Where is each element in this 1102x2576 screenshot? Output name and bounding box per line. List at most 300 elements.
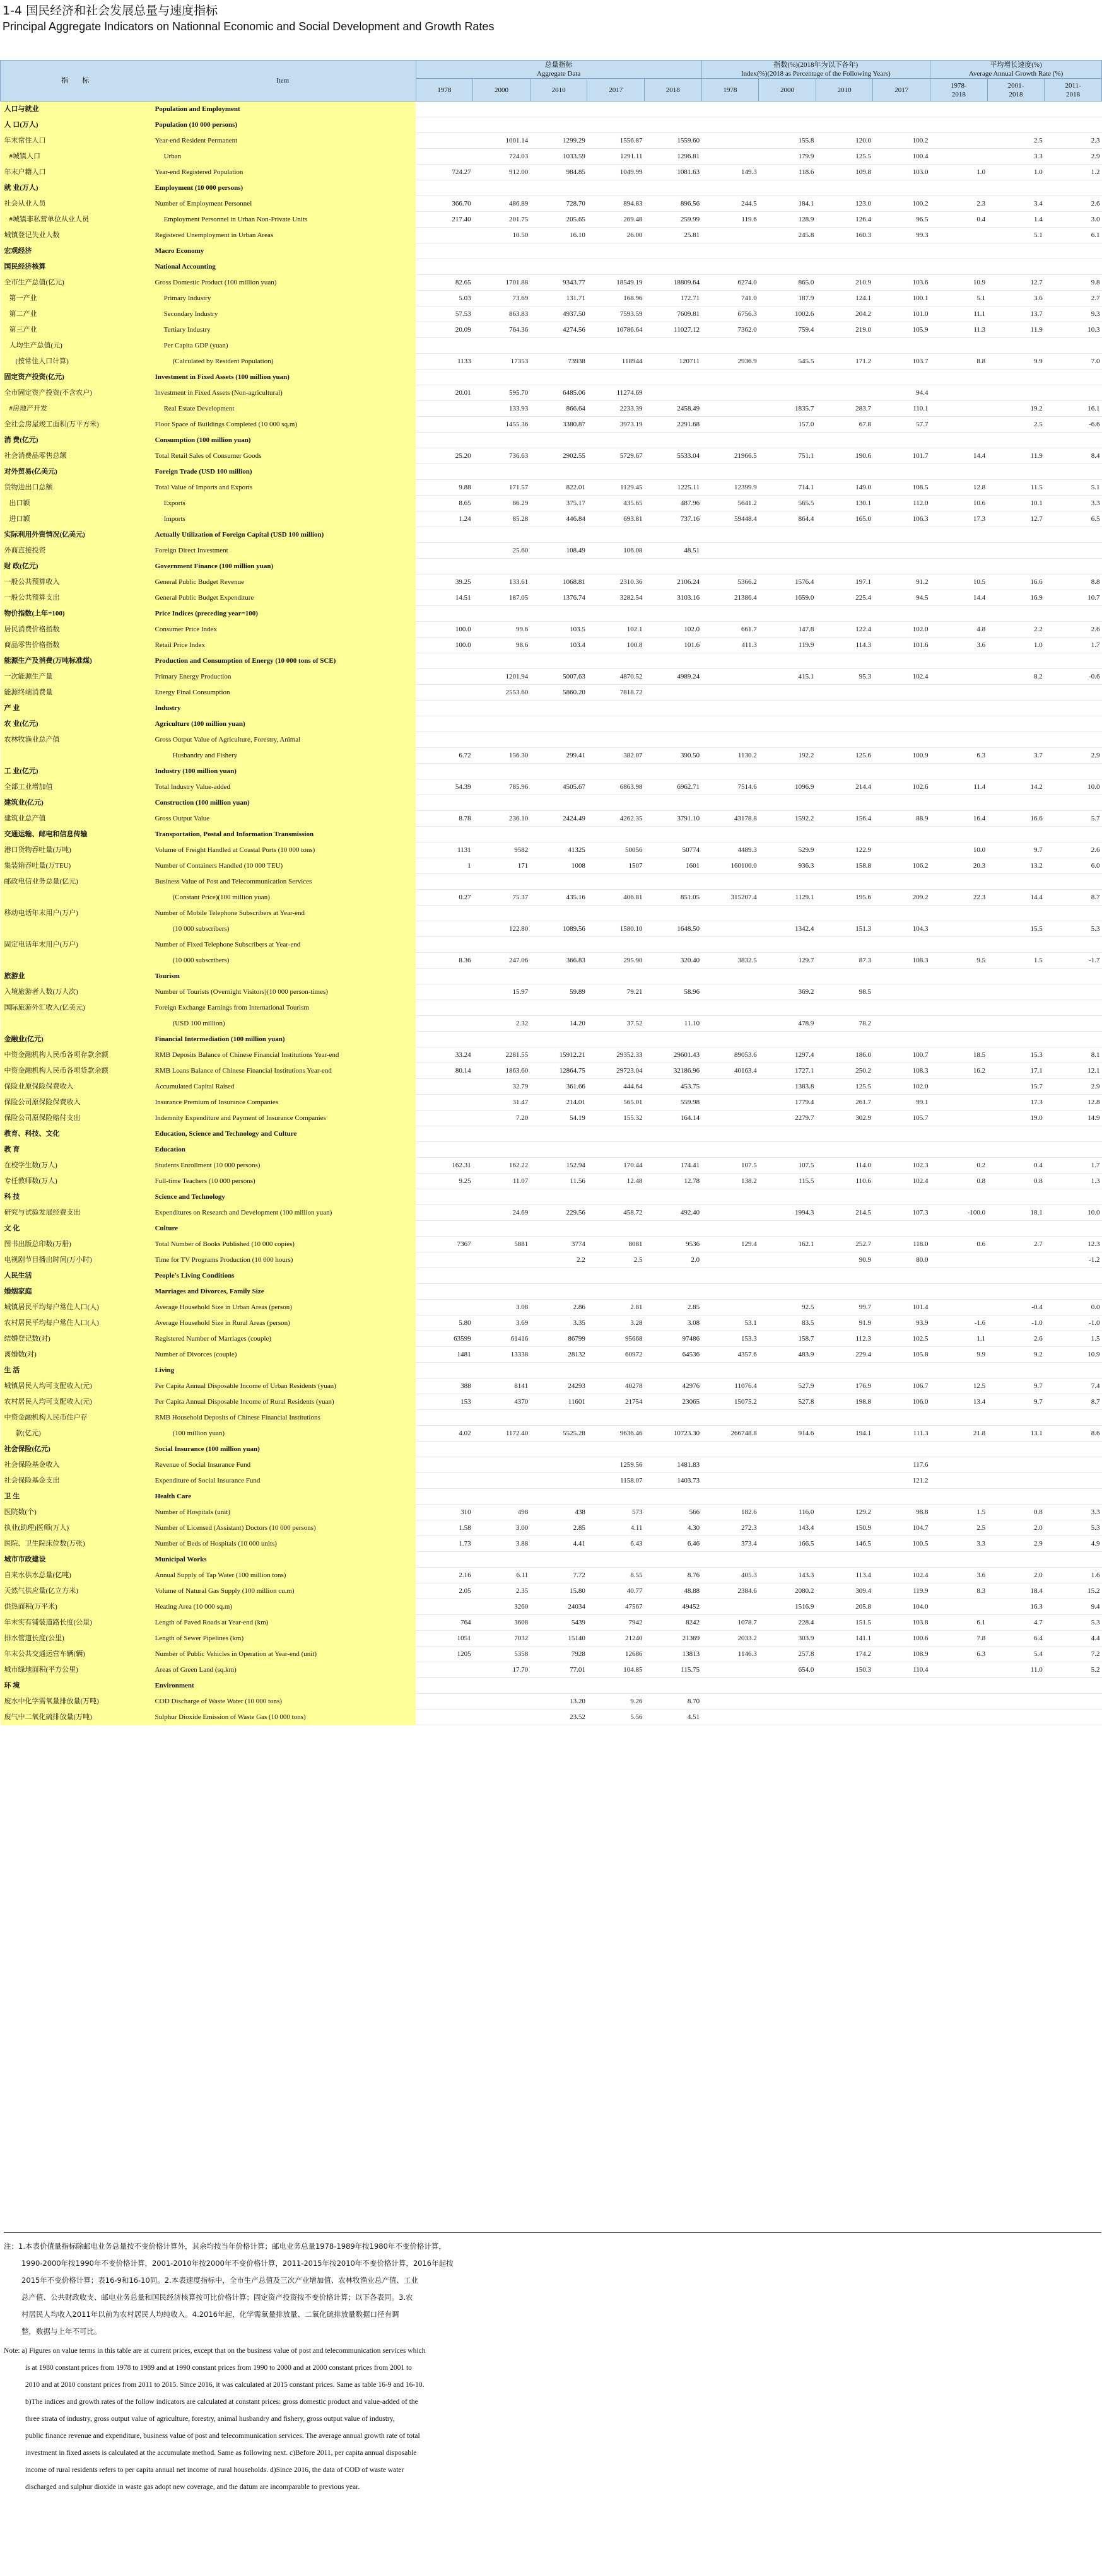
value-cell xyxy=(473,795,530,811)
indicator-en: Per Capita Annual Disposable Income of Urban Residents (yuan) xyxy=(150,1378,416,1394)
value-cell xyxy=(416,464,473,480)
table-row xyxy=(1,338,1102,354)
indicator-en: Environment xyxy=(150,1678,416,1694)
value-cell: 13.20 xyxy=(530,1694,587,1710)
value-cell: 851.05 xyxy=(645,890,702,906)
value-cell: 1001.14 xyxy=(473,133,530,149)
value-cell xyxy=(701,827,759,842)
value-cell xyxy=(816,969,873,984)
value-cell: 141.1 xyxy=(816,1631,873,1646)
value-cell xyxy=(930,669,988,685)
table-row xyxy=(1,1394,1102,1410)
value-cell: 103.7 xyxy=(873,354,930,370)
value-cell xyxy=(816,259,873,275)
value-cell: 102.4 xyxy=(873,1568,930,1583)
value-cell: 24.69 xyxy=(473,1205,530,1221)
value-cell: 10.9 xyxy=(1045,1347,1102,1363)
value-cell xyxy=(930,1189,988,1205)
header-index-group xyxy=(701,61,930,79)
value-cell xyxy=(759,827,816,842)
value-cell xyxy=(701,795,759,811)
value-cell: 16.10 xyxy=(530,228,587,243)
value-cell: 11.10 xyxy=(645,1016,702,1032)
note-line-en: income of rural residents refers to per capita annual net income of rural households. d)Since 2016, the data of COD of waste water xyxy=(25,2466,404,2474)
value-cell: 102.0 xyxy=(873,1079,930,1095)
value-cell: 94.5 xyxy=(873,590,930,606)
value-cell xyxy=(987,827,1045,842)
value-cell: 3832.5 xyxy=(701,953,759,969)
value-cell: 153 xyxy=(416,1394,473,1410)
table-row xyxy=(1,511,1102,527)
value-cell: 2310.36 xyxy=(587,574,645,590)
value-cell: 120.0 xyxy=(816,133,873,149)
value-cell: 3973.19 xyxy=(587,417,645,433)
value-cell xyxy=(873,827,930,842)
value-cell xyxy=(1045,243,1102,259)
value-cell: 2.5 xyxy=(587,1252,645,1268)
table-row xyxy=(1,1331,1102,1347)
value-cell xyxy=(587,370,645,385)
value-cell xyxy=(759,1363,816,1378)
value-cell xyxy=(416,1000,473,1016)
value-cell: 6.46 xyxy=(645,1536,702,1552)
value-cell: 444.64 xyxy=(587,1079,645,1095)
value-cell xyxy=(930,1678,988,1694)
indicator-en: (100 million yuan) xyxy=(150,1426,416,1442)
table-row xyxy=(1,385,1102,401)
indicator-cn: 建筑业(亿元) xyxy=(1,795,150,811)
value-cell xyxy=(587,1552,645,1568)
value-cell: 9.9 xyxy=(987,354,1045,370)
value-cell xyxy=(645,433,702,448)
value-cell xyxy=(930,417,988,433)
value-cell xyxy=(530,1678,587,1694)
value-cell: 3.6 xyxy=(930,1568,988,1583)
value-cell xyxy=(416,1552,473,1568)
indicator-en: Indemnity Expenditure and Payment of Insurance Companies xyxy=(150,1110,416,1126)
header-year-2: 2010 xyxy=(530,79,587,102)
value-cell: 110.4 xyxy=(873,1662,930,1678)
indicator-en: Per Capita GDP (yuan) xyxy=(150,338,416,354)
value-cell: 1078.7 xyxy=(701,1615,759,1631)
value-cell xyxy=(416,1489,473,1505)
header-growth-cn: 平均增长速度(%) xyxy=(990,61,1042,69)
value-cell: 259.99 xyxy=(645,212,702,228)
value-cell xyxy=(587,716,645,732)
indicator-cn: 生 活 xyxy=(1,1363,150,1378)
indicator-cn: 全社会房屋竣工面积(万平方米) xyxy=(1,417,150,433)
value-cell xyxy=(645,827,702,842)
value-cell xyxy=(701,701,759,716)
value-cell xyxy=(930,1489,988,1505)
table-row xyxy=(1,1426,1102,1442)
table-row xyxy=(1,448,1102,464)
value-cell xyxy=(587,259,645,275)
value-cell: 1659.0 xyxy=(759,590,816,606)
value-cell xyxy=(759,385,816,401)
value-cell xyxy=(701,1189,759,1205)
value-cell: 2279.7 xyxy=(759,1110,816,1126)
indicator-cn: 商品零售价格指数 xyxy=(1,638,150,653)
value-cell xyxy=(1045,1126,1102,1142)
value-cell: 225.4 xyxy=(816,590,873,606)
value-cell: 16.2 xyxy=(930,1063,988,1079)
value-cell: 18.1 xyxy=(987,1205,1045,1221)
indicator-cn: 婚姻家庭 xyxy=(1,1284,150,1300)
value-cell xyxy=(530,1032,587,1047)
value-cell xyxy=(701,1110,759,1126)
value-cell: 1516.9 xyxy=(759,1599,816,1615)
indicator-cn: 宏观经济 xyxy=(1,243,150,259)
indicator-cn: 中资金融机构人民币住户存 xyxy=(1,1410,150,1426)
value-cell xyxy=(416,1110,473,1126)
value-cell: 162.1 xyxy=(759,1237,816,1252)
indicator-en: Annual Supply of Tap Water (100 million tons) xyxy=(150,1568,416,1583)
value-cell: 10.0 xyxy=(1045,779,1102,795)
value-cell: 150.9 xyxy=(816,1520,873,1536)
indicator-cn: 农林牧渔业总产值 xyxy=(1,732,150,748)
value-cell: 2033.2 xyxy=(701,1631,759,1646)
value-cell xyxy=(473,1694,530,1710)
note-line-en: investment in fixed assets is calculated at the accumulate method. Same as following next. c)Before 2011, per capita annual disposable xyxy=(25,2449,417,2457)
value-cell: 98.8 xyxy=(873,1505,930,1520)
value-cell: 58.96 xyxy=(645,984,702,1000)
value-cell xyxy=(416,1126,473,1142)
indicator-cn: 集装箱吞吐量(万TEU) xyxy=(1,858,150,874)
indicator-en: Tertiary Industry xyxy=(150,322,416,338)
indicator-en: (Constant Price)(100 million yuan) xyxy=(150,890,416,906)
indicator-en: Consumer Price Index xyxy=(150,622,416,638)
table-row xyxy=(1,1047,1102,1063)
value-cell: 119.6 xyxy=(701,212,759,228)
value-cell xyxy=(873,653,930,669)
value-cell xyxy=(987,543,1045,559)
value-cell xyxy=(987,937,1045,953)
value-cell xyxy=(416,1268,473,1284)
value-cell: 2.35 xyxy=(473,1583,530,1599)
value-cell xyxy=(416,1363,473,1378)
value-cell: 121.2 xyxy=(873,1473,930,1489)
value-cell: 5525.28 xyxy=(530,1426,587,1442)
value-cell xyxy=(987,1032,1045,1047)
value-cell: 2.2 xyxy=(987,622,1045,638)
value-cell: 1081.63 xyxy=(645,165,702,180)
value-cell: 310 xyxy=(416,1505,473,1520)
value-cell: 229.56 xyxy=(530,1205,587,1221)
indicator-en: Number of Mobile Telephone Subscribers at Year-end xyxy=(150,906,416,921)
value-cell: 100.2 xyxy=(873,133,930,149)
value-cell xyxy=(816,527,873,543)
value-cell: 24034 xyxy=(530,1599,587,1615)
value-cell: 566 xyxy=(645,1505,702,1520)
value-cell: 157.0 xyxy=(759,417,816,433)
value-cell: 102.5 xyxy=(873,1331,930,1347)
value-cell xyxy=(416,417,473,433)
value-cell: 156.4 xyxy=(816,811,873,827)
value-cell xyxy=(530,433,587,448)
value-cell xyxy=(1045,1694,1102,1710)
value-cell: 1.0 xyxy=(930,165,988,180)
value-cell: 13.4 xyxy=(930,1394,988,1410)
section-row xyxy=(1,1489,1102,1505)
value-cell: 5641.2 xyxy=(701,496,759,511)
value-cell xyxy=(1045,827,1102,842)
value-cell: 2936.9 xyxy=(701,354,759,370)
value-cell: 105.7 xyxy=(873,1110,930,1126)
indicator-en: Number of Hospitals (unit) xyxy=(150,1505,416,1520)
value-cell: 257.8 xyxy=(759,1646,816,1662)
indicator-en: Accumulated Capital Raised xyxy=(150,1079,416,1095)
indicator-cn: 一般公共预算支出 xyxy=(1,590,150,606)
value-cell: 737.16 xyxy=(645,511,702,527)
value-cell: 3.00 xyxy=(473,1520,530,1536)
value-cell: 53.1 xyxy=(701,1315,759,1331)
value-cell xyxy=(873,259,930,275)
value-cell: 453.75 xyxy=(645,1079,702,1095)
indicator-en: Full-time Teachers (10 000 persons) xyxy=(150,1174,416,1189)
value-cell: 3608 xyxy=(473,1615,530,1631)
note-line-en: b)The indices and growth rates of the follow indicators are calculated at constant prices: gross domestic product and value-added of the xyxy=(25,2398,418,2406)
value-cell: 10.0 xyxy=(1045,1205,1102,1221)
value-cell: 9.7 xyxy=(987,842,1045,858)
value-cell xyxy=(930,921,988,937)
value-cell: 751.1 xyxy=(759,448,816,464)
value-cell: 4.9 xyxy=(1045,1536,1102,1552)
value-cell xyxy=(873,984,930,1000)
indicator-en: Length of Sewer Pipelines (km) xyxy=(150,1631,416,1646)
value-cell: 1130.2 xyxy=(701,748,759,764)
value-cell: 7.0 xyxy=(1045,354,1102,370)
value-cell: 119.9 xyxy=(759,638,816,653)
value-cell xyxy=(873,243,930,259)
value-cell xyxy=(645,795,702,811)
value-cell xyxy=(473,1410,530,1426)
value-cell: 1.3 xyxy=(1045,1174,1102,1189)
indicator-cn: 城镇登记失业人数 xyxy=(1,228,150,243)
value-cell xyxy=(759,1457,816,1473)
value-cell: 12.1 xyxy=(1045,1063,1102,1079)
table-row xyxy=(1,953,1102,969)
indicator-en: Imports xyxy=(150,511,416,527)
value-cell: 3.08 xyxy=(473,1300,530,1315)
value-cell: 741.0 xyxy=(701,291,759,306)
indicator-cn: 固定资产投资(亿元) xyxy=(1,370,150,385)
value-cell xyxy=(759,1189,816,1205)
value-cell xyxy=(701,385,759,401)
value-cell: 8.78 xyxy=(416,811,473,827)
value-cell: 1299.29 xyxy=(530,133,587,149)
value-cell: 13.2 xyxy=(987,858,1045,874)
value-cell xyxy=(587,117,645,133)
value-cell xyxy=(759,464,816,480)
indicator-en: Areas of Green Land (sq.km) xyxy=(150,1662,416,1678)
indicator-cn: 年末常住人口 xyxy=(1,133,150,149)
value-cell: 4.30 xyxy=(645,1520,702,1536)
indicator-en: Construction (100 million yuan) xyxy=(150,795,416,811)
value-cell xyxy=(473,764,530,779)
section-row xyxy=(1,716,1102,732)
value-cell: 108.3 xyxy=(873,953,930,969)
value-cell: 17353 xyxy=(473,354,530,370)
value-cell xyxy=(645,1363,702,1378)
value-cell: 478.9 xyxy=(759,1016,816,1032)
value-cell: 3774 xyxy=(530,1237,587,1252)
value-cell: 187.9 xyxy=(759,291,816,306)
table-row xyxy=(1,1095,1102,1110)
value-cell: 247.06 xyxy=(473,953,530,969)
value-cell xyxy=(587,1142,645,1158)
value-cell: 1133 xyxy=(416,354,473,370)
value-cell: 15.3 xyxy=(987,1047,1045,1063)
value-cell: 15140 xyxy=(530,1631,587,1646)
value-cell xyxy=(473,1284,530,1300)
value-cell: 77.01 xyxy=(530,1662,587,1678)
value-cell xyxy=(645,1552,702,1568)
value-cell: 90.9 xyxy=(816,1252,873,1268)
value-cell: 73938 xyxy=(530,354,587,370)
value-cell: 170.44 xyxy=(587,1158,645,1174)
value-cell xyxy=(530,1126,587,1142)
value-cell xyxy=(759,1552,816,1568)
value-cell: 4505.67 xyxy=(530,779,587,795)
value-cell: 5007.63 xyxy=(530,669,587,685)
value-cell: 18.4 xyxy=(987,1583,1045,1599)
value-cell: 724.03 xyxy=(473,149,530,165)
value-cell: 2902.55 xyxy=(530,448,587,464)
value-cell: 15.2 xyxy=(1045,1583,1102,1599)
value-cell: 3.08 xyxy=(645,1315,702,1331)
value-cell xyxy=(816,1489,873,1505)
note-line-cn: 1990-2000年按1990年不变价格计算，2001-2010年按2000年不变价格计算，2011-2015年按2010年不变价格计算，2016年起按 xyxy=(21,2259,454,2268)
value-cell xyxy=(987,874,1045,890)
value-cell: 8.7 xyxy=(1045,1394,1102,1410)
value-cell: 33.24 xyxy=(416,1047,473,1063)
value-cell xyxy=(416,1678,473,1694)
indicator-en: Total Number of Books Published (10 000 copies) xyxy=(150,1237,416,1252)
value-cell xyxy=(816,764,873,779)
value-cell: 118944 xyxy=(587,354,645,370)
header-year-7: 2010 xyxy=(816,79,873,102)
value-cell: 2424.49 xyxy=(530,811,587,827)
value-cell: 61416 xyxy=(473,1331,530,1347)
value-cell: 2.0 xyxy=(987,1568,1045,1583)
section-row xyxy=(1,259,1102,275)
value-cell xyxy=(645,701,702,716)
value-cell: 5533.04 xyxy=(645,448,702,464)
value-cell xyxy=(759,543,816,559)
value-cell xyxy=(873,543,930,559)
value-cell: 3.7 xyxy=(987,748,1045,764)
value-cell xyxy=(416,1284,473,1300)
value-cell: 10.0 xyxy=(930,842,988,858)
value-cell xyxy=(416,228,473,243)
value-cell: 4357.6 xyxy=(701,1347,759,1363)
value-cell: 6485.06 xyxy=(530,385,587,401)
value-cell: 483.9 xyxy=(759,1347,816,1363)
value-cell: 8.1 xyxy=(1045,1047,1102,1063)
value-cell: 125.5 xyxy=(816,1079,873,1095)
value-cell xyxy=(930,795,988,811)
value-cell xyxy=(816,653,873,669)
value-cell: 1580.10 xyxy=(587,921,645,937)
value-cell: 14.4 xyxy=(930,448,988,464)
value-cell xyxy=(701,1694,759,1710)
value-cell xyxy=(1045,1284,1102,1300)
value-cell: 759.4 xyxy=(759,322,816,338)
value-cell xyxy=(816,1710,873,1725)
value-cell xyxy=(416,1694,473,1710)
indicator-cn: 国民经济核算 xyxy=(1,259,150,275)
value-cell xyxy=(816,1457,873,1473)
value-cell xyxy=(930,401,988,417)
value-cell xyxy=(530,1284,587,1300)
value-cell xyxy=(416,1410,473,1426)
indicator-cn: 中资金融机构人民币各项贷款余额 xyxy=(1,1063,150,1079)
value-cell xyxy=(701,716,759,732)
value-cell: 15.80 xyxy=(530,1583,587,1599)
value-cell: -1.6 xyxy=(930,1315,988,1331)
value-cell: 492.40 xyxy=(645,1205,702,1221)
value-cell xyxy=(1045,969,1102,984)
value-cell xyxy=(1045,685,1102,701)
value-cell: 2.9 xyxy=(987,1536,1045,1552)
value-cell xyxy=(987,795,1045,811)
value-cell: 28132 xyxy=(530,1347,587,1363)
value-cell xyxy=(473,259,530,275)
value-cell: 4.02 xyxy=(416,1426,473,1442)
value-cell xyxy=(987,701,1045,716)
indicator-en: Registered Number of Marriages (couple) xyxy=(150,1331,416,1347)
value-cell: 5.1 xyxy=(987,228,1045,243)
value-cell: 101.4 xyxy=(873,1300,930,1315)
value-cell: 8242 xyxy=(645,1615,702,1631)
value-cell: 565.01 xyxy=(587,1095,645,1110)
value-cell: 4.11 xyxy=(587,1520,645,1536)
value-cell: 1297.4 xyxy=(759,1047,816,1063)
value-cell: 6962.71 xyxy=(645,779,702,795)
value-cell xyxy=(416,921,473,937)
value-cell xyxy=(587,1442,645,1457)
value-cell xyxy=(473,827,530,842)
value-cell: 6.5 xyxy=(1045,511,1102,527)
value-cell: 6.43 xyxy=(587,1536,645,1552)
value-cell xyxy=(759,795,816,811)
value-cell: 7.8 xyxy=(930,1631,988,1646)
section-row xyxy=(1,795,1102,811)
indicator-en: Year-end Resident Permanent xyxy=(150,133,416,149)
value-cell: 864.4 xyxy=(759,511,816,527)
value-cell xyxy=(816,701,873,716)
value-cell: 764.36 xyxy=(473,322,530,338)
value-cell: 1068.81 xyxy=(530,574,587,590)
value-cell xyxy=(416,653,473,669)
indicator-en: Average Household Size in Rural Areas (person) xyxy=(150,1315,416,1331)
header-year-4: 2018 xyxy=(645,79,702,102)
value-cell xyxy=(987,1363,1045,1378)
value-cell xyxy=(701,370,759,385)
indicator-en: Per Capita Annual Disposable Income of Rural Residents (yuan) xyxy=(150,1394,416,1410)
table-row xyxy=(1,811,1102,827)
value-cell xyxy=(587,606,645,622)
indicator-en: Primary Energy Production xyxy=(150,669,416,685)
indicator-cn: 进口额 xyxy=(1,511,150,527)
value-cell: 15912.21 xyxy=(530,1047,587,1063)
value-cell xyxy=(645,937,702,953)
value-cell: 2.3 xyxy=(930,196,988,212)
indicator-cn: 城镇居民平均每户常住人口(人) xyxy=(1,1300,150,1315)
notes-divider xyxy=(4,2232,1101,2233)
value-cell: 106.08 xyxy=(587,543,645,559)
